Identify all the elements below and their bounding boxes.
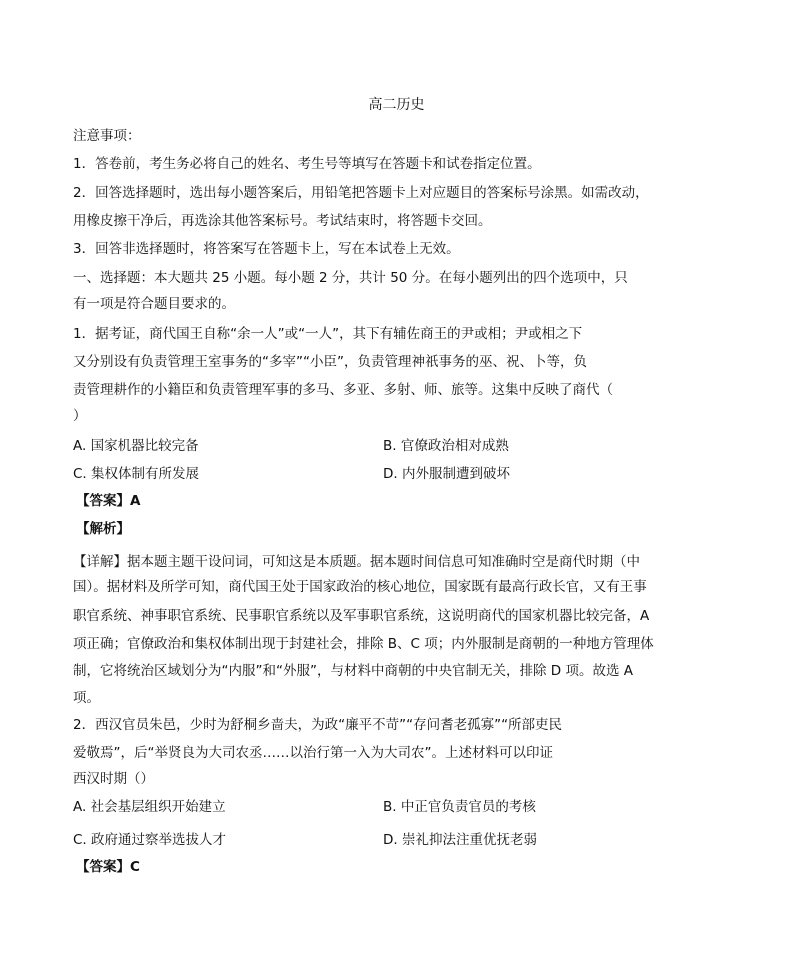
section-heading: 一、选择题：本大题共 25 小题。每小题 2 分，共计 50 分。在每小题列出的四个选项中，只: [73, 270, 628, 286]
notice-line: 1．答卷前，考生务必将自己的姓名、考生号等填写在答题卡和试卷指定位置。: [73, 156, 541, 172]
question-2-text: 2．西汉官员朱邑，少时为舒桐乡啬夫，为政“廉平不苛”“存问耆老孤寡”“所部吏民: [73, 717, 563, 733]
q2-option-d: D. 崇礼抑法注重优抚老弱: [383, 832, 537, 848]
notice-line: 3．回答非选择题时，将答案写在答题卡上，写在本试卷上无效。: [73, 241, 460, 257]
page-title: 高二历史: [368, 97, 425, 113]
section-heading: 有一项是符合题目要求的。: [73, 296, 235, 312]
question-1-text: 责管理耕作的小籍臣和负责管理军事的多马、多亚、多射、师、旅等。这集中反映了商代（: [73, 382, 613, 398]
q2-answer: 【答案】C: [76, 859, 140, 875]
q2-option-a: A. 社会基层组织开始建立: [73, 799, 226, 815]
q1-detail-line: 【详解】据本题主题干设问词，可知这是本质题。据本题时间信息可知准确时空是商代时期（中: [73, 554, 640, 570]
question-2-text: 爱敬焉”，后“举贤良为大司农丞……以治行第一入为大司农”。上述材料可以印证: [73, 745, 553, 761]
q2-option-c: C. 政府通过察举选拔人才: [73, 832, 227, 848]
q1-option-a: A. 国家机器比较完备: [73, 438, 199, 454]
notice-line: 2．回答选择题时，选出每小题答案后，用铅笔把答题卡上对应题目的答案标号涂黑。如需改动，: [73, 185, 649, 201]
q1-detail-line: 项。: [73, 690, 100, 706]
q1-detail-line: 项正确；官僚政治和集权体制出现于封建社会，排除 B、C 项；内外服制是商朝的一种地方管理体: [73, 636, 654, 652]
question-2-text: 西汉时期（）: [73, 771, 154, 787]
question-1-text: 1．据考证，商代国王自称“余一人”或“一人”，其下有辅佐商王的尹或相；尹或相之下: [73, 326, 583, 342]
notice-heading: 注意事项：: [73, 128, 141, 144]
q1-detail-line: 国）。据材料及所学可知，商代国王处于国家政治的核心地位，国家既有最高行政长官，又有王事: [73, 579, 647, 595]
q2-option-b: B. 中正官负责官员的考核: [383, 799, 536, 815]
q1-detail-line: 制，它将统治区域划分为“内服”和“外服”，与材料中商朝的中央官制无关，排除 D 项。故选 A: [73, 663, 633, 679]
q1-detail-line: 职官系统、神事职官系统、民事职官系统以及军事职官系统，这说明商代的国家机器比较完备，A: [73, 608, 650, 624]
q1-option-d: D. 内外服制遭到破坏: [383, 466, 510, 482]
question-1-text: ）: [73, 408, 87, 424]
q1-answer: 【答案】A: [76, 493, 141, 509]
question-1-text: 又分别设有负责管理王室事务的“多宰”“小臣”，负责管理神祇事务的巫、祝、卜等，负: [73, 354, 587, 370]
q1-analysis-label: 【解析】: [76, 521, 130, 537]
q1-option-c: C. 集权体制有所发展: [73, 466, 200, 482]
notice-line: 用橡皮擦干净后，再选涂其他答案标号。考试结束时，将答题卡交回。: [73, 213, 492, 229]
q1-option-b: B. 官僚政治相对成熟: [383, 438, 509, 454]
